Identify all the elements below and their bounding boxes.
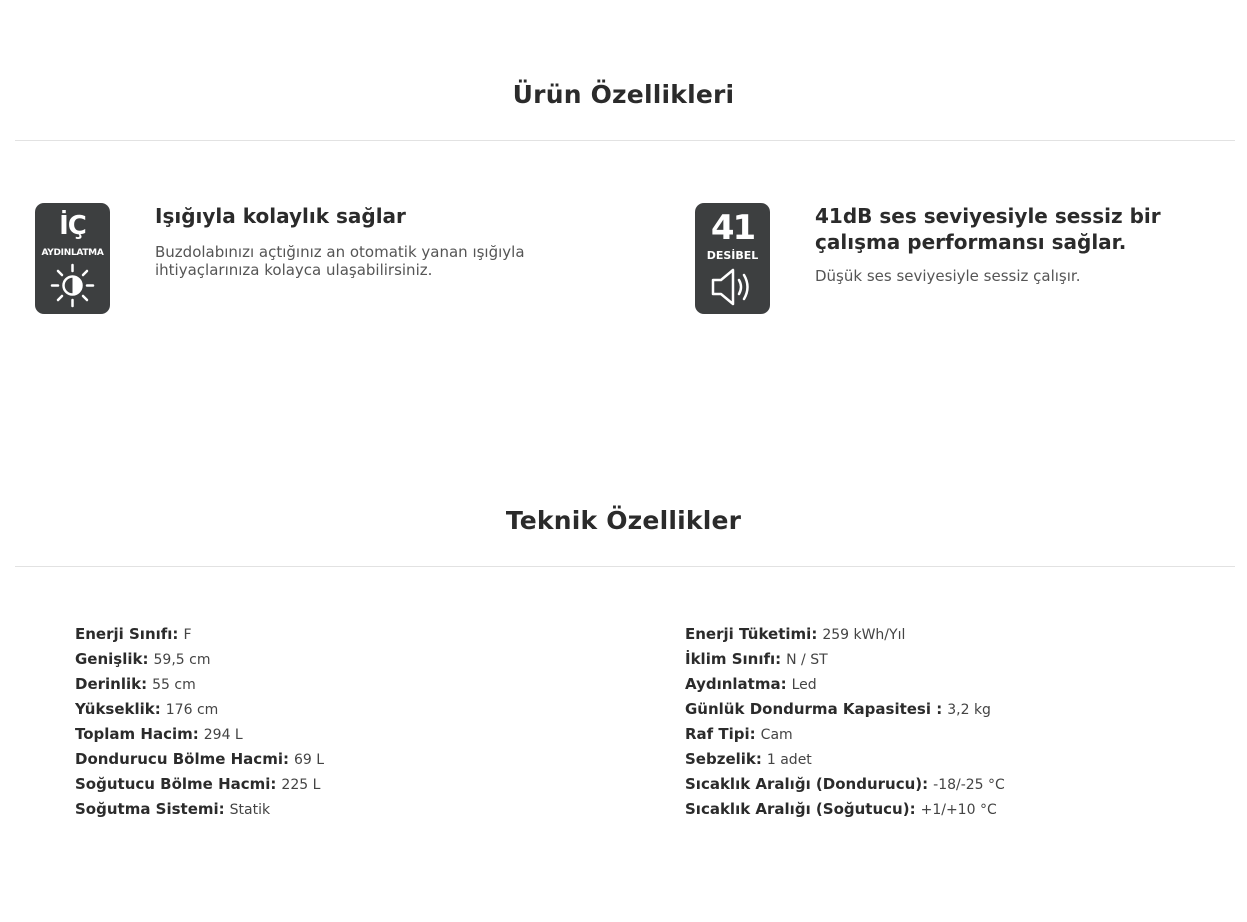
spec-row: [75, 622, 324, 647]
spec-value: 259 kWh/Yıl: [822, 627, 906, 643]
feature-title: Işığıyla kolaylık sağlar: [155, 204, 406, 228]
spec-value: F: [183, 627, 192, 643]
spec-row: [75, 672, 324, 697]
spec-value: 225 L: [281, 777, 321, 793]
spec-row: [75, 772, 324, 797]
spec-row: [685, 647, 1005, 672]
spec-label: Soğutma Sistemi:: [75, 800, 225, 818]
spec-value: Statik: [229, 802, 271, 818]
spec-label: Dondurucu Bölme Hacmi:: [75, 750, 289, 768]
spec-label: Raf Tipi:: [685, 725, 756, 743]
spec-value: Led: [791, 677, 817, 693]
spec-value: 59,5 cm: [153, 652, 211, 668]
spec-value: 55 cm: [152, 677, 196, 693]
icon-label-sub: AYDINLATMA: [41, 248, 104, 258]
spec-label: Derinlik:: [75, 675, 148, 693]
sun-icon: [50, 263, 95, 308]
spec-value: +1/+10 °C: [920, 802, 997, 818]
decibel-speaker-icon: [695, 203, 770, 314]
spec-row: [685, 672, 1005, 697]
specs-right-column: [685, 622, 1005, 822]
spec-value: 1 adet: [766, 752, 812, 768]
spec-value: -18/-25 °C: [933, 777, 1005, 793]
spec-row: [685, 622, 1005, 647]
icon-label-sub: DESİBEL: [706, 249, 759, 262]
spec-row: [75, 697, 324, 722]
spec-row: [685, 772, 1005, 797]
speaker-icon: [709, 267, 757, 307]
feature-title: 41dB ses seviyesiyle sessiz bir çalışma performansı sağlar.: [815, 204, 1161, 254]
spec-label: Genişlik:: [75, 650, 149, 668]
spec-row: [75, 747, 324, 772]
spec-row: [685, 797, 1005, 822]
spec-label: İklim Sınıfı:: [685, 650, 782, 668]
spec-label: Enerji Tüketimi:: [685, 625, 818, 643]
specs-left-column: [75, 622, 324, 822]
spec-row: [75, 797, 324, 822]
section-divider: [15, 566, 1235, 567]
spec-label: Aydınlatma:: [685, 675, 787, 693]
technical-specs-title: Teknik Özellikler: [505, 506, 742, 535]
spec-value: 69 L: [293, 752, 325, 768]
spec-row: [75, 722, 324, 747]
icon-label-top: 41: [710, 208, 755, 248]
spec-value: 176 cm: [165, 702, 219, 718]
spec-row: [75, 647, 324, 672]
spec-label: Günlük Dondurma Kapasitesi :: [685, 700, 943, 718]
spec-value: 3,2 kg: [947, 702, 991, 718]
spec-label: Enerji Sınıfı:: [75, 625, 179, 643]
feature-description: Düşük ses seviyesiyle sessiz çalışır.: [815, 267, 1081, 285]
spec-label: Sıcaklık Aralığı (Dondurucu):: [685, 775, 929, 793]
section-divider: [15, 140, 1235, 141]
spec-row: [685, 697, 1005, 722]
spec-label: Toplam Hacim:: [75, 725, 199, 743]
interior-light-icon: [35, 203, 110, 314]
spec-value: 294 L: [203, 727, 243, 743]
feature-description: Buzdolabınızı açtığınız an otomatik yanan ışığıyla ihtiyaçlarınıza kolayca ulaşabilirsiniz.: [155, 243, 525, 279]
spec-row: [685, 747, 1005, 772]
spec-label: Yükseklik:: [75, 700, 161, 718]
icon-label-top: İÇ: [59, 211, 86, 241]
spec-value: Cam: [760, 727, 793, 743]
spec-label: Sıcaklık Aralığı (Soğutucu):: [685, 800, 916, 818]
spec-label: Sebzelik:: [685, 750, 762, 768]
spec-value: N / ST: [786, 652, 828, 668]
spec-row: [685, 722, 1005, 747]
product-features-title: Ürün Özellikleri: [512, 80, 735, 109]
spec-label: Soğutucu Bölme Hacmi:: [75, 775, 277, 793]
